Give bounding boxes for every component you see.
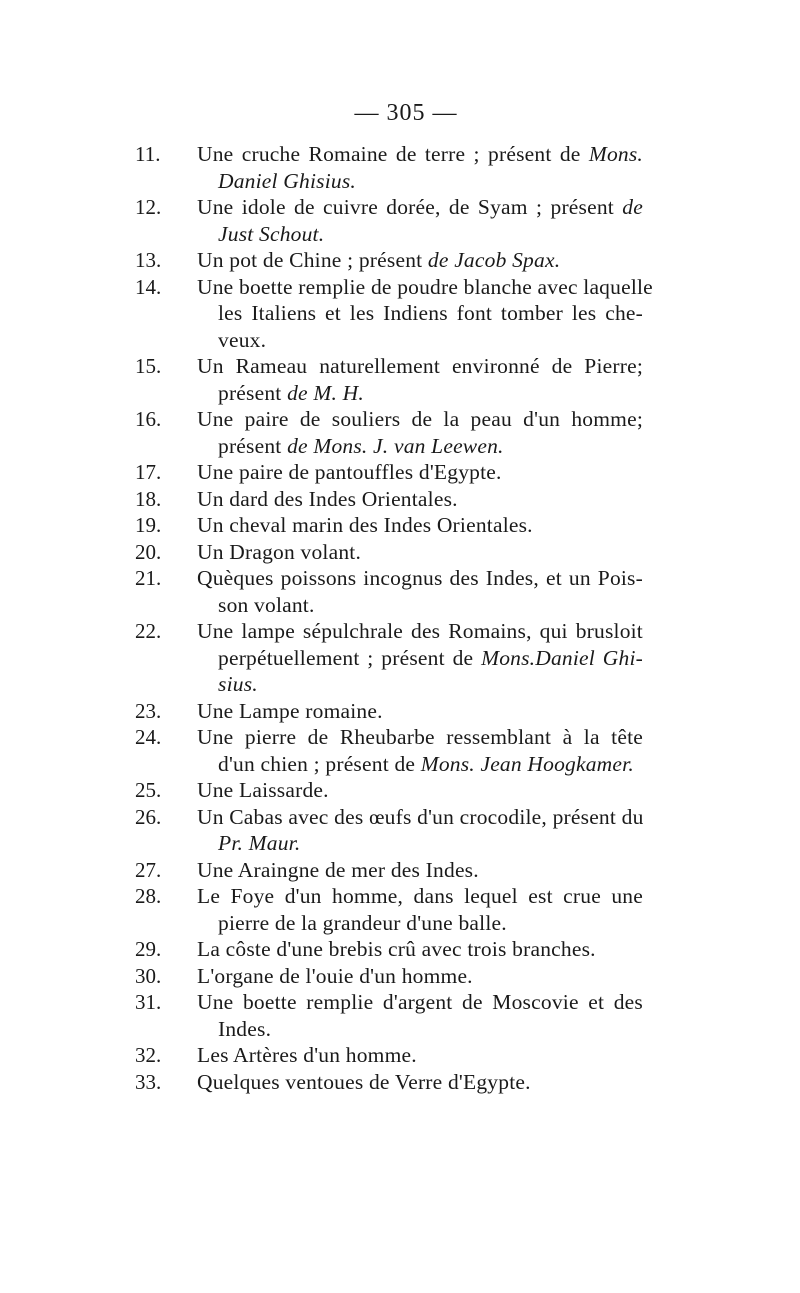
- entry-number: 17.: [135, 460, 162, 484]
- catalogue-entry: [0, 353, 800, 406]
- catalogue-entry: [0, 698, 800, 725]
- entry-text: Une boette remplie d'argent de Moscovie et des: [197, 990, 643, 1014]
- catalogue-entry: [0, 194, 800, 247]
- entry-line: [0, 883, 643, 910]
- entry-text: présent: [218, 380, 288, 405]
- entry-list: [0, 141, 800, 1095]
- entry-line: [0, 1016, 800, 1043]
- entry-text-italic: Daniel Ghisius.: [218, 168, 356, 193]
- entry-text: les Italiens et les Indiens font tomber les che-: [218, 301, 643, 325]
- entry-line: [0, 194, 643, 221]
- entry-number: 12.: [135, 195, 162, 219]
- entry-text: Une idole de cuivre dorée, de Syam ; présent: [197, 195, 623, 219]
- catalogue-entry: [0, 936, 800, 963]
- entry-number: 29.: [135, 937, 162, 961]
- entry-number: 16.: [135, 407, 162, 431]
- entry-line: [0, 406, 643, 433]
- entry-line: [0, 512, 800, 539]
- entry-line: [0, 592, 800, 619]
- entry-number: 13.: [135, 248, 162, 272]
- entry-number: 30.: [135, 963, 162, 988]
- catalogue-entry: [0, 989, 800, 1042]
- entry-text: Une Lampe romaine.: [197, 698, 383, 723]
- entry-text: Une pierre de Rheubarbe ressemblant à la tête: [197, 725, 643, 749]
- catalogue-entry: [0, 804, 800, 857]
- entry-line: [0, 1042, 800, 1069]
- entry-number: 19.: [135, 513, 162, 537]
- entry-text: Un cheval marin des Indes Orientales.: [197, 513, 533, 537]
- entry-number: 24.: [135, 725, 162, 749]
- entry-text: Un Cabas avec des œufs d'un crocodile, présent du: [197, 804, 644, 829]
- entry-text: Un Dragon volant.: [197, 539, 362, 564]
- entry-line: [0, 751, 800, 778]
- catalogue-entry: [0, 857, 800, 884]
- catalogue-entry: [0, 247, 800, 274]
- entry-text: veux.: [218, 327, 267, 352]
- entry-text: La côste d'une brebis crû avec trois branches.: [197, 937, 596, 961]
- page-number: — 305 —: [354, 100, 458, 126]
- entry-text: Une paire de souliers de la peau d'un homme;: [197, 407, 643, 431]
- entry-line: [0, 565, 643, 592]
- entry-line: [0, 327, 800, 354]
- entry-line: [0, 936, 800, 963]
- catalogue-entry: [0, 274, 800, 354]
- entry-number: 32.: [135, 1043, 162, 1067]
- entry-number: 23.: [135, 698, 162, 723]
- entry-line: [0, 433, 800, 460]
- entry-line: [0, 724, 643, 751]
- entry-text: pierre de la grandeur d'une balle.: [218, 910, 507, 935]
- entry-number: 22.: [135, 619, 162, 643]
- catalogue-entry: [0, 883, 800, 936]
- entry-line: [0, 804, 643, 831]
- entry-text: perpétuellement ; présent de: [218, 645, 482, 670]
- entry-text-italic: de Jacob Spax.: [427, 248, 561, 272]
- entry-text-italic: de: [622, 195, 643, 219]
- entry-text-italic: Mons.Daniel Ghi-: [481, 645, 643, 670]
- catalogue-entry: [0, 539, 800, 566]
- entry-number: 14.: [135, 274, 162, 299]
- entry-text: Une boette remplie de poudre blanche avec laquelle: [197, 274, 653, 299]
- entry-text: son volant.: [218, 592, 315, 617]
- catalogue-entry: [0, 724, 800, 777]
- entry-line: [0, 857, 800, 884]
- entry-text: Quèques poissons incognus des Indes, et un Pois-: [197, 566, 643, 590]
- entry-number: 26.: [135, 804, 162, 829]
- entry-text: présent: [218, 433, 288, 458]
- entry-line: [0, 618, 643, 645]
- entry-text: L'organe de l'ouie d'un homme.: [197, 963, 473, 988]
- entry-text-italic: sius.: [218, 672, 258, 696]
- catalogue-entry: [0, 459, 800, 486]
- catalogue-entry: [0, 618, 800, 698]
- catalogue-entry: [0, 1069, 800, 1096]
- entry-line: [0, 910, 800, 937]
- entry-text-italic: de M. H.: [287, 380, 364, 405]
- entry-text: Un dard des Indes Orientales.: [197, 486, 458, 511]
- entry-text: Le Foye d'un homme, dans lequel est crue une: [197, 884, 643, 908]
- entry-text: d'un chien ; présent de: [218, 751, 421, 776]
- entry-text: Indes.: [218, 1016, 272, 1041]
- catalogue-entry: [0, 1042, 800, 1069]
- entry-line: [0, 300, 643, 327]
- entry-number: 28.: [135, 884, 162, 908]
- catalogue-entry: [0, 406, 800, 459]
- entry-text: Quelques ventoues de Verre d'Egypte.: [197, 1069, 531, 1094]
- entry-text: Une cruche Romaine de terre ; présent de: [197, 142, 589, 166]
- catalogue-entry: [0, 963, 800, 990]
- entry-number: 25.: [135, 778, 162, 802]
- entry-line: [0, 671, 800, 698]
- entry-text-italic: Mons.: [588, 142, 643, 166]
- catalogue-entry: [0, 565, 800, 618]
- entry-line: [0, 459, 800, 486]
- entry-line: [0, 777, 800, 804]
- entry-text: Une Laissarde.: [197, 778, 329, 802]
- entry-line: [0, 963, 800, 990]
- entry-text-italic: Just Schout.: [218, 221, 325, 246]
- entry-text: Les Artères d'un homme.: [197, 1043, 417, 1067]
- entry-line: [0, 830, 800, 857]
- entry-line: [0, 380, 800, 407]
- entry-line: [0, 141, 643, 168]
- entry-text: Un Rameau naturellement environné de Pierre;: [197, 354, 643, 378]
- entry-number: 31.: [135, 990, 162, 1014]
- catalogue-entry: [0, 777, 800, 804]
- entry-line: [0, 247, 800, 274]
- entry-line: [0, 353, 643, 380]
- entry-line: [0, 486, 800, 513]
- entry-text: Un pot de Chine ; présent: [197, 248, 428, 272]
- entry-number: 33.: [135, 1069, 162, 1094]
- catalogue-entry: [0, 141, 800, 194]
- catalogue-entry: [0, 512, 800, 539]
- entry-text-italic: Pr. Maur.: [218, 831, 301, 855]
- entry-line: [0, 645, 643, 672]
- entry-text: Une lampe sépulchrale des Romains, qui brusloit: [197, 619, 643, 643]
- entry-line: [0, 539, 800, 566]
- entry-text: Une Araingne de mer des Indes.: [197, 857, 479, 882]
- entry-number: 18.: [135, 486, 162, 511]
- entry-line: [0, 698, 800, 725]
- entry-line: [0, 989, 643, 1016]
- entry-line: [0, 221, 800, 248]
- entry-line: [0, 1069, 800, 1096]
- entry-number: 11.: [135, 142, 161, 166]
- entry-number: 15.: [135, 354, 162, 378]
- entry-text: Une paire de pantouffles d'Egypte.: [197, 460, 502, 484]
- entry-number: 21.: [135, 566, 162, 590]
- entry-line: [0, 168, 800, 195]
- entry-number: 27.: [135, 857, 162, 882]
- catalogue-entry: [0, 486, 800, 513]
- entry-text-italic: de Mons. J. van Leewen.: [287, 433, 504, 458]
- entry-text-italic: Mons. Jean Hoogkamer.: [420, 751, 634, 776]
- entry-number: 20.: [135, 539, 162, 564]
- entry-line: [0, 274, 653, 301]
